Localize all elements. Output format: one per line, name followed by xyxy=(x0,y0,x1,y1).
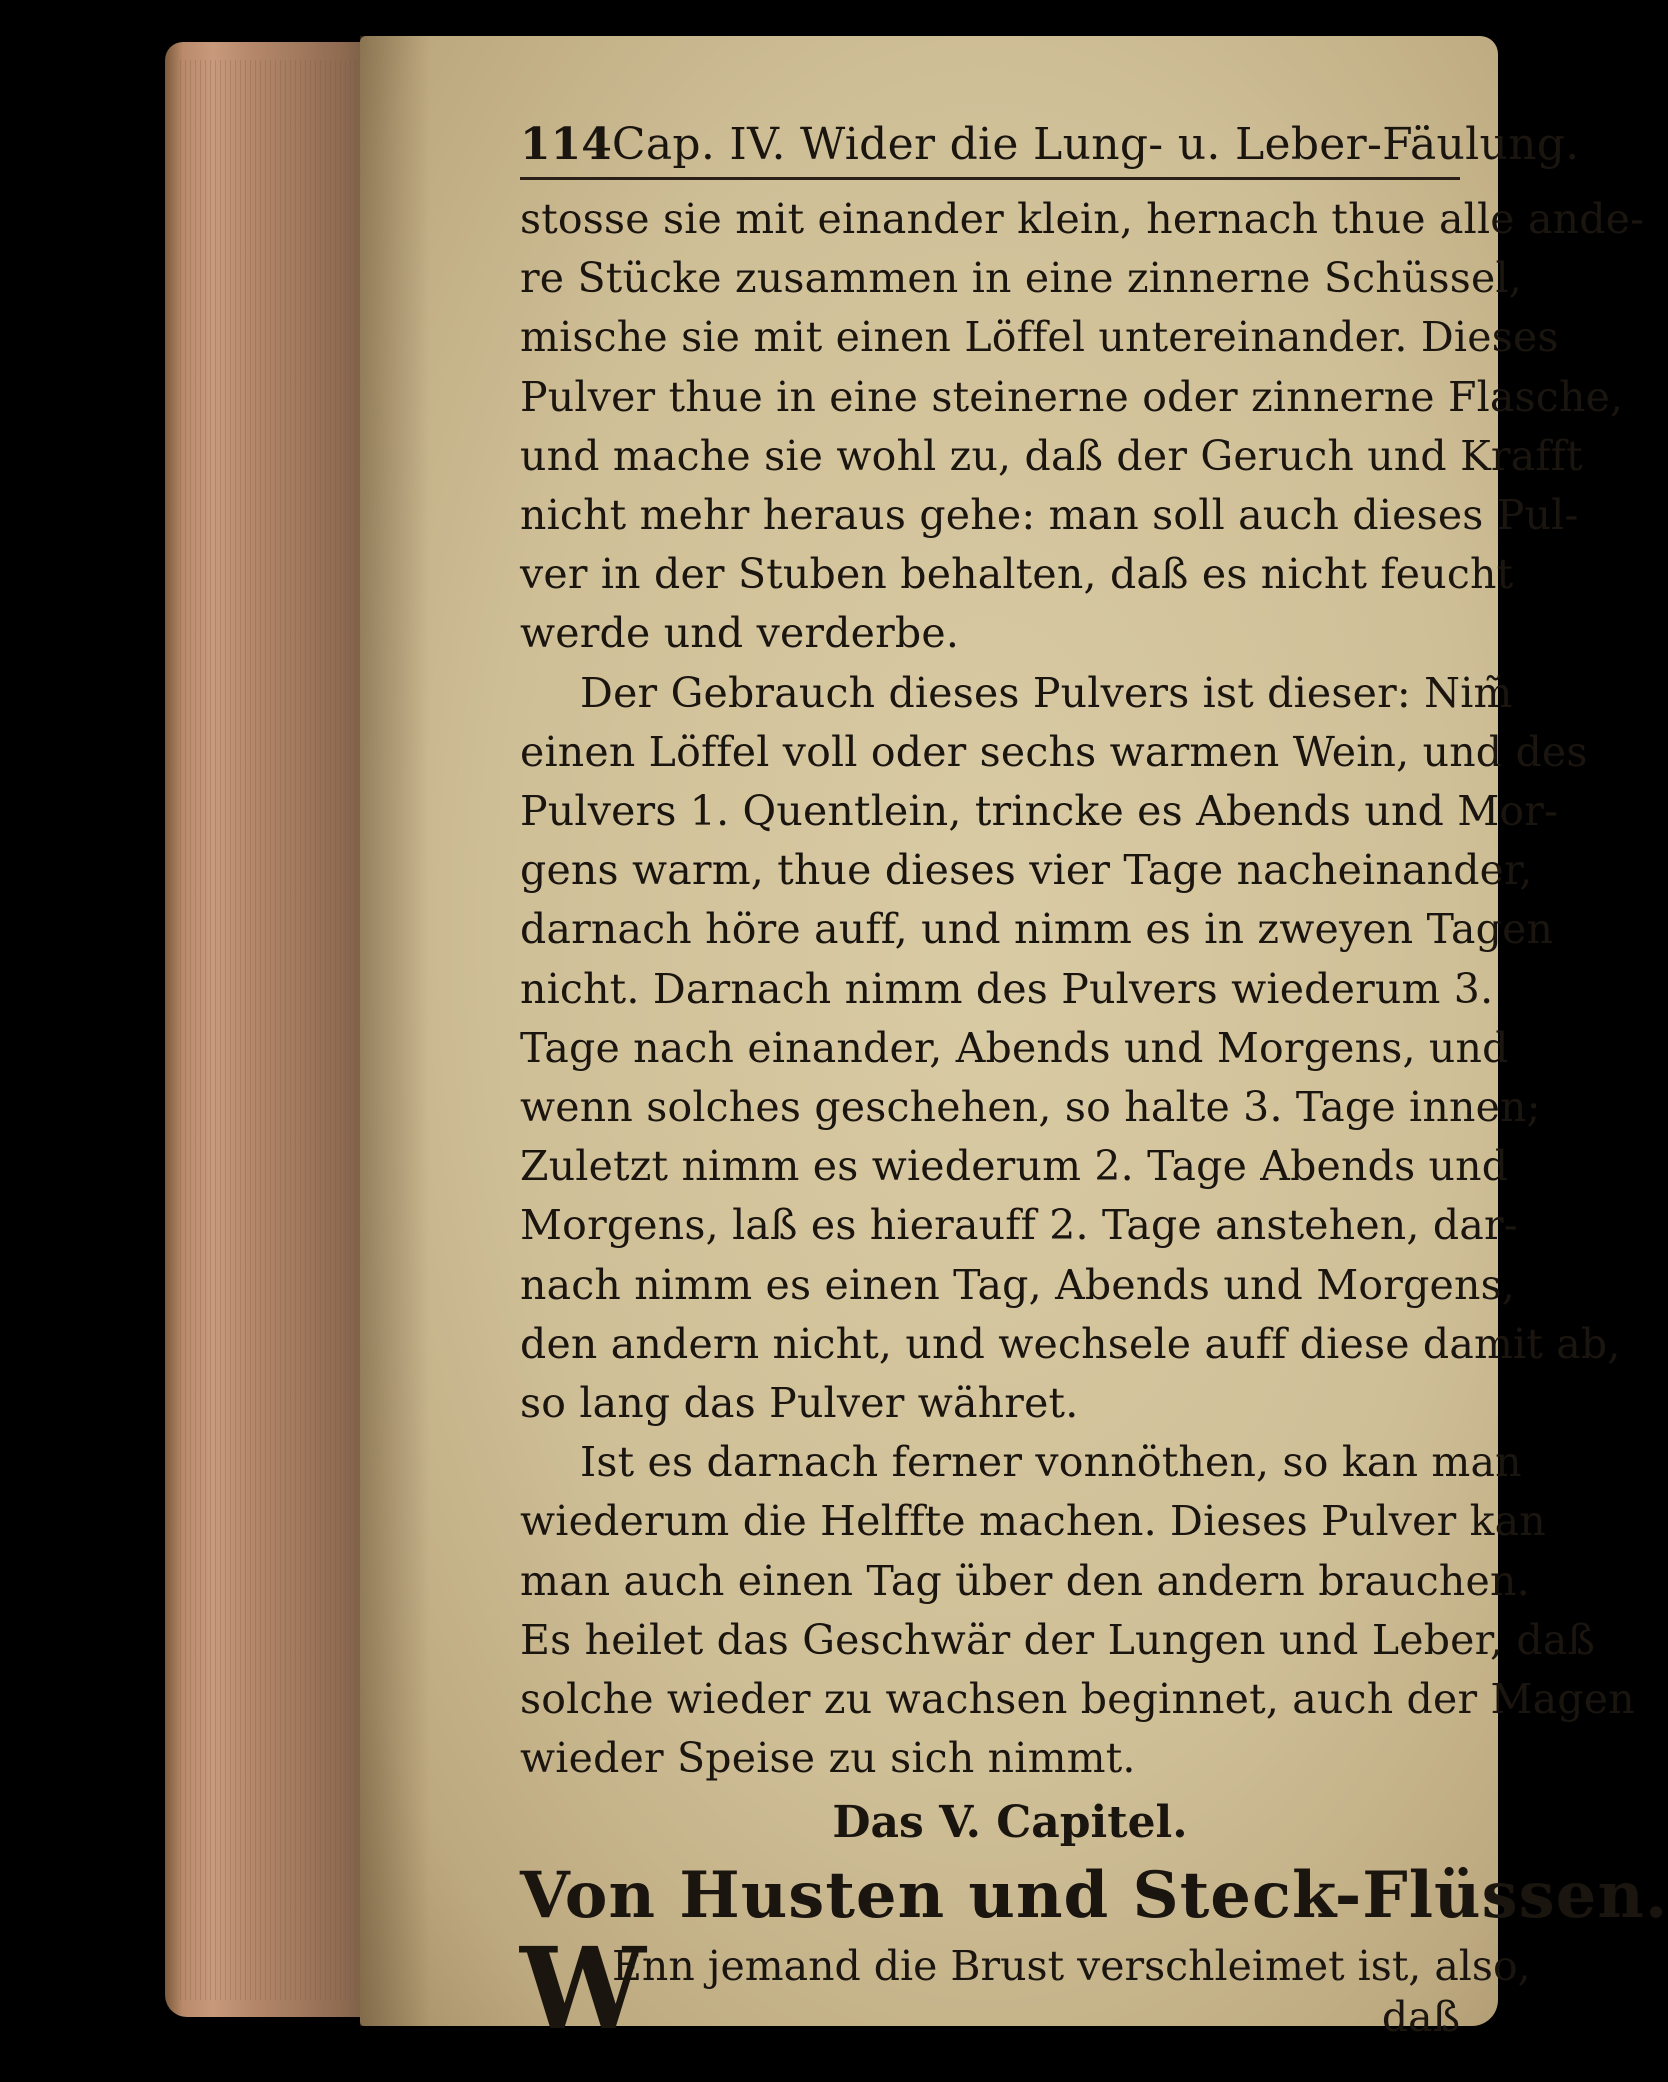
text-line: gens warm, thue dieses vier Tage nacheinander, xyxy=(520,846,1533,895)
text-line: Pulvers 1. Quentlein, trincke es Abends und Mor- xyxy=(520,787,1559,836)
opening-line: Enn jemand die Brust verschleimet ist, also, xyxy=(612,1942,1531,1991)
text-line: so lang das Pulver währet. xyxy=(520,1379,1079,1428)
text-line: Pulver thue in eine steinerne oder zinnerne Flasche, xyxy=(520,372,1624,421)
body-text xyxy=(520,190,1645,1788)
text-line: wiederum die Helffte machen. Dieses Pulver kan xyxy=(520,1497,1546,1546)
text-line: stosse sie mit einander klein, hernach thue alle ande- xyxy=(520,195,1645,243)
chapter-title: Von Husten und Steck-Flüssen. xyxy=(520,1858,1668,1934)
page-text xyxy=(520,115,1668,2056)
gutter-shadow xyxy=(360,36,430,2026)
drop-initial: W xyxy=(520,1924,646,2056)
text-line: solche wieder zu wachsen beginnet, auch der Magen xyxy=(520,1675,1635,1724)
text-line: nach nimm es einen Tag, Abends und Morgens, xyxy=(520,1260,1516,1309)
text-line: Ist es darnach ferner vonnöthen, so kan man xyxy=(580,1438,1522,1487)
text-line: darnach höre auff, und nimm es in zweyen Tagen xyxy=(520,905,1554,954)
text-line: mische sie mit einen Löffel untereinander. Dieses xyxy=(520,313,1559,362)
text-line: einen Löffel voll oder sechs warmen Wein, und des xyxy=(520,727,1588,776)
text-line: nicht mehr heraus gehe: man soll auch dieses Pul- xyxy=(520,491,1579,540)
text-line: werde und verderbe. xyxy=(520,609,960,658)
text-line: nicht. Darnach nimm des Pulvers wiederum 3. xyxy=(520,964,1494,1013)
running-head: Cap. IV. Wider die Lung- u. Leber-Fäulung. xyxy=(611,119,1580,170)
text-line: re Stücke zusammen in eine zinnerne Schüssel, xyxy=(520,254,1522,303)
text-line: wieder Speise zu sich nimmt. xyxy=(520,1734,1136,1783)
text-line: Der Gebrauch dieses Pulvers ist dieser: Nim̃ xyxy=(580,668,1513,717)
text-line: Tage nach einander, Abends und Morgens, und xyxy=(520,1023,1509,1072)
page-number: 114 xyxy=(520,119,612,170)
text-line: man auch einen Tag über den andern brauchen. xyxy=(520,1556,1530,1605)
text-line: und mache sie wohl zu, daß der Geruch und Krafft xyxy=(520,431,1583,480)
text-line: Zuletzt nimm es wiederum 2. Tage Abends und xyxy=(520,1142,1509,1191)
text-line: ver in der Stuben behalten, daß es nicht feucht xyxy=(520,550,1514,599)
text-line: Es heilet das Geschwär der Lungen und Leber, daß xyxy=(520,1615,1596,1664)
text-line: Morgens, laß es hierauff 2. Tage anstehen, dar- xyxy=(520,1201,1518,1250)
catchword: daß xyxy=(1381,1993,1460,2042)
text-line: den andern nicht, und wechsele auff diese damit ab, xyxy=(520,1319,1621,1368)
page-edge-texture xyxy=(180,60,370,2000)
page-header xyxy=(520,115,1580,180)
text-line: wenn solches geschehen, so halte 3. Tage innen; xyxy=(520,1083,1541,1132)
chapter-label: Das V. Capitel. xyxy=(832,1797,1188,1849)
